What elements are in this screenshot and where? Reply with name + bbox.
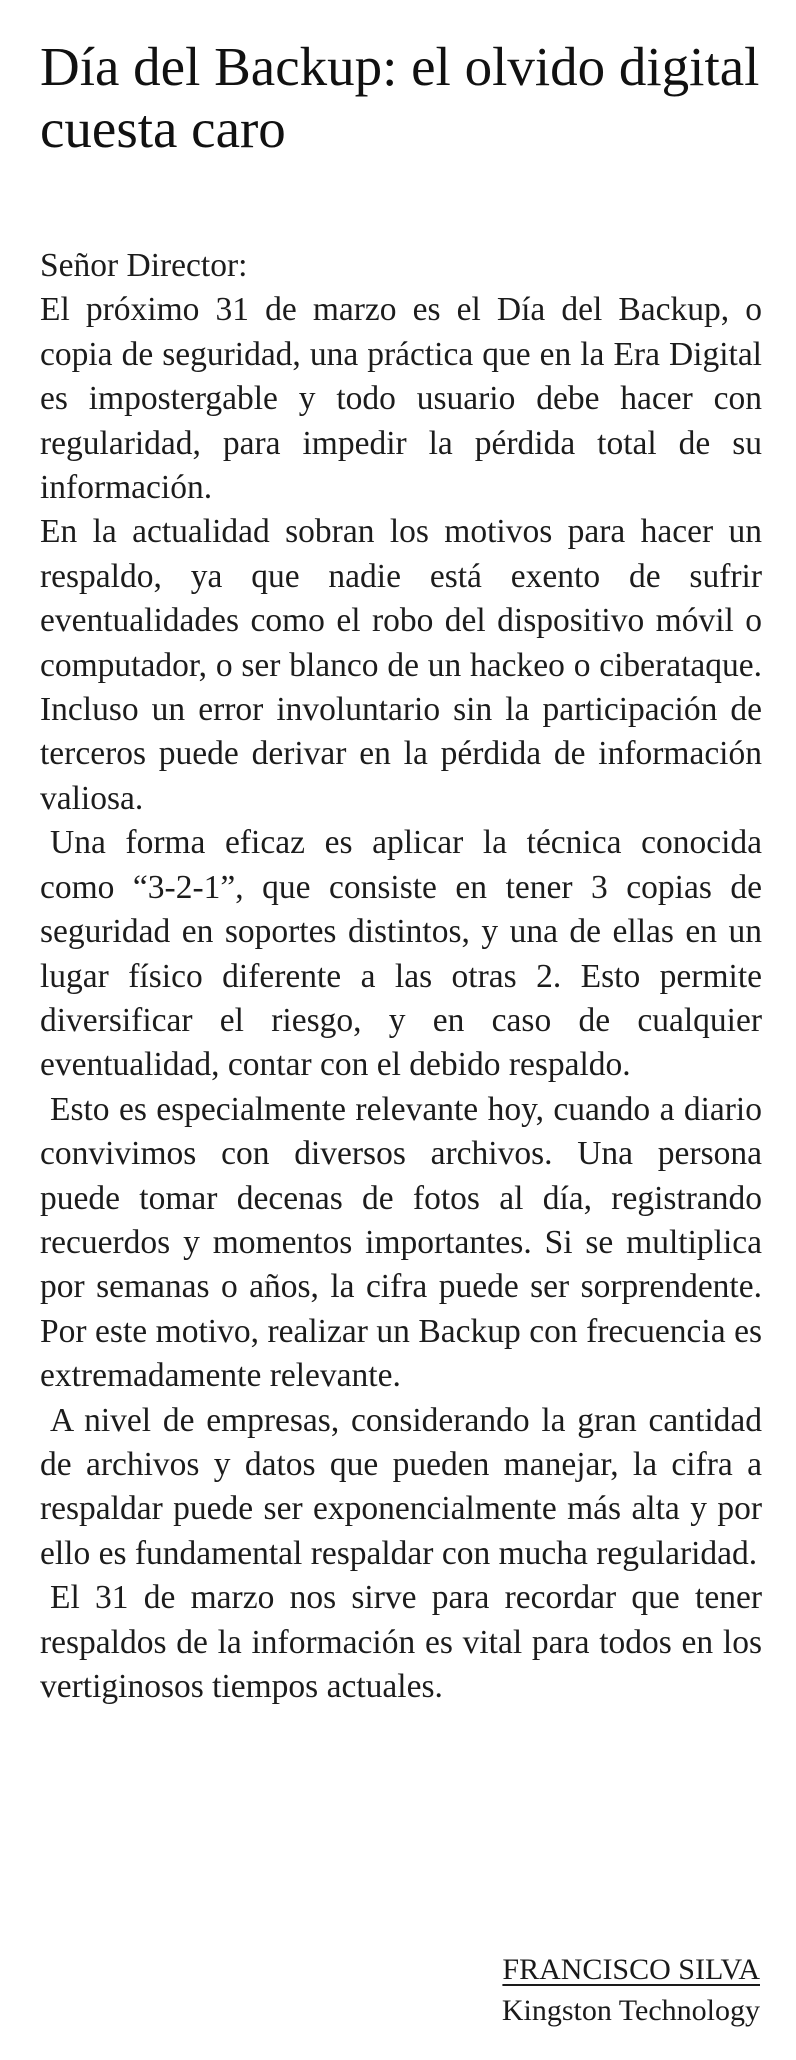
salutation: Señor Director: xyxy=(40,247,248,284)
author-name: FRANCISCO SILVA xyxy=(502,1953,760,1986)
signature-block xyxy=(502,1949,760,2031)
paragraph-4: Esto es especialmente relevante hoy, cuando a diario convivimos con diversos archivos. Una persona puede tomar decenas de fotos al día, registrando recuerdos y momentos importantes. Si se multiplica por semanas o años, la cifra puede ser sorprendente. Por este motivo, realizar un Backup con frecuencia es extremadamente relevante. xyxy=(40,1090,762,1395)
paragraph-6: El 31 de marzo nos sirve para recordar que tener respaldos de la información es vital para todos en los vertiginosos tiempos actuales. xyxy=(40,1579,762,1705)
paragraph-1: El próximo 31 de marzo es el Día del Backup, o copia de seguridad, una práctica que en la Era Digital es impostergable y todo usuario debe hacer con regularidad, para impedir la pérdida total de su información. xyxy=(40,291,762,507)
author-organization: Kingston Technology xyxy=(501,1994,760,2027)
paragraph-2: En la actualidad sobran los motivos para hacer un respaldo, ya que nadie está exento de sufrir eventualidades como el robo del dispositivo móvil o computador, o ser blanco de un hackeo o ciberataque. Incluso un error involuntario sin la participación de terceros puede derivar en la pérdida de información valiosa. xyxy=(40,513,762,817)
headline: Día del Backup: el olvido digital cuesta caro xyxy=(40,36,760,159)
paragraph-3: Una forma eficaz es aplicar la técnica conocida como “3-2-1”, que consiste en tener 3 copias de seguridad en soportes distintos, y una de ellas en un lugar físico diferente a las otras 2. Esto permite diversificar el riesgo, y en caso de cualquier eventualidad, contar con el debido respaldo. xyxy=(40,824,762,1084)
paragraph-5: A nivel de empresas, considerando la gran cantidad de archivos y datos que pueden manejar, la cifra a respaldar puede ser exponencialmente más alta y por ello es fundamental respaldar con mucha regularidad. xyxy=(40,1401,762,1572)
letter-body xyxy=(40,244,762,1709)
